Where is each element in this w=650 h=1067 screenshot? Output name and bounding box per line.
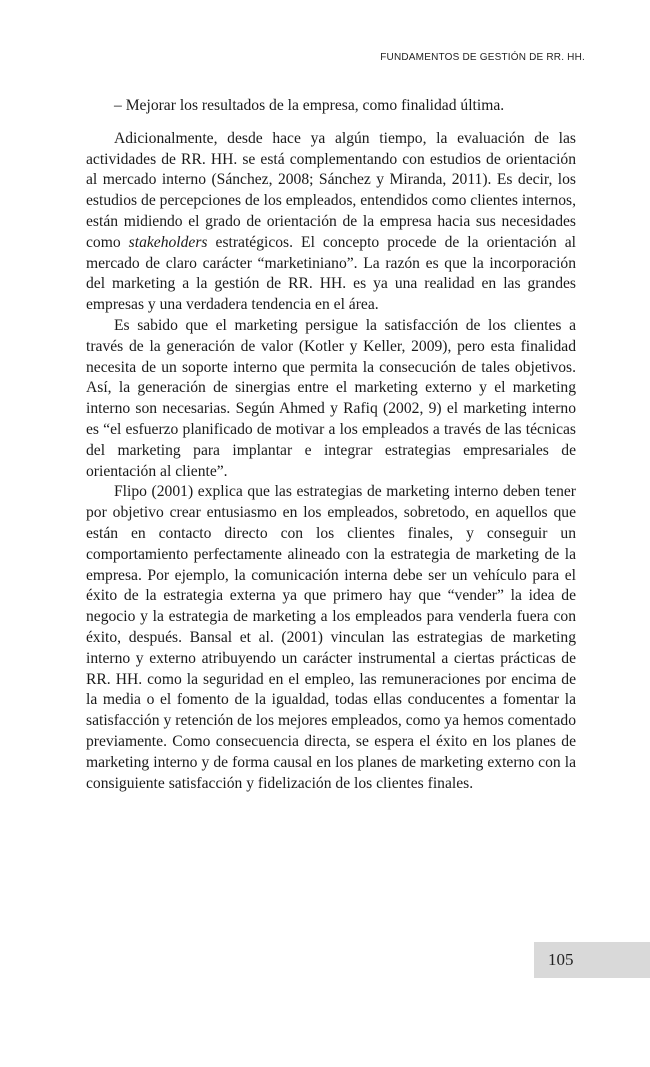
body-text <box>86 96 576 794</box>
stakeholders-term: stakeholders <box>128 233 208 251</box>
page-number-box <box>534 942 650 978</box>
running-header: FUNDAMENTOS DE GESTIÓN DE RR. HH. <box>380 52 585 63</box>
paragraph-3: Flipo (2001) explica que las estrategias de marketing interno deben tener por objetivo crear entusiasmo en los empleados, sobretodo, en aquellos que están en contacto directo con los clientes finales, y conseguir un comportamiento perfectamente alineado con la estrategia de marketing de la empresa. Por ejemplo, la comunicación interna debe ser un vehículo para el éxito de la estrategia externa ya que primero hay que “vender” la idea de negocio y la estrategia de marketing a los empleados para venderla fuera con éxito, después. Bansal et al. (2001) vinculan las estrategias de marketing interno y externo atribuyendo un carácter instrumental a ciertas prácticas de RR. HH. como la seguridad en el empleo, las remuneraciones por encima de la media o el fomento de la igualdad, todas ellas conducentes a fomentar la satisfacción y retención de los mejores empleados, como ya hemos comentado previamente. Como consecuencia directa, se espera el éxito en los planes de marketing interno y de forma causal en los planes de marketing externo con la consiguiente satisfacción y fidelización de los clientes finales. <box>86 483 576 792</box>
paragraph-1 <box>86 129 576 316</box>
paragraph-1-text-end: estratégicos. El concepto procede de la orientación al mercado de claro carácter “marketiniano”. La razón es que la incorporación del marketing a la gestión de RR. HH. es ya una realidad en las grandes empresas y una verdadera tendencia en el área. <box>86 233 576 314</box>
paragraph-1-text-start: Adicionalmente, desde hace ya algún tiempo, la evaluación de las actividades de RR. HH. se está complementando con estudios de orientación al mercado interno (Sánchez, 2008; Sánchez y Miranda, 2011). Es decir, los estudios de percepciones de los empleados, entendidos como clientes internos, están midiendo el grado de orientación de la empresa hacia sus necesidades como <box>86 129 576 251</box>
page-number: 105 <box>548 950 574 969</box>
list-item: – Mejorar los resultados de la empresa, como finalidad última. <box>114 97 505 114</box>
paragraph-2: Es sabido que el marketing persigue la satisfacción de los clientes a través de la generación de valor (Kotler y Keller, 2009), pero esta finalidad necesita de un soporte interno que permita la consecución de tales objetivos. Así, la generación de sinergias entre el marketing externo y el marketing interno son necesarias. Según Ahmed y Rafiq (2002, 9) el marketing interno es “el esfuerzo planificado de motivar a los empleados a través de las técnicas del marketing para implantar e integrar estrategias empresariales de orientación al cliente”. <box>86 316 576 480</box>
